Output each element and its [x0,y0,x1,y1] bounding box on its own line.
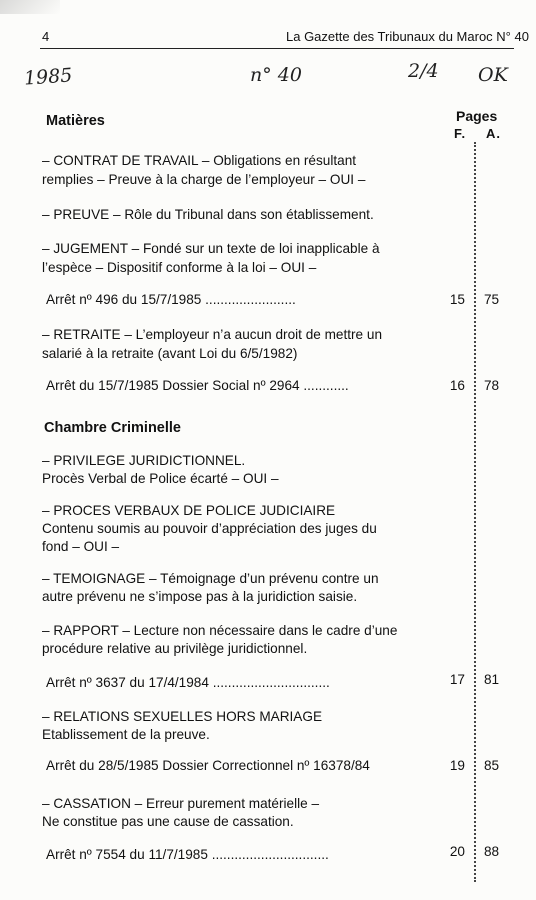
entry-line: l’espèce – Dispositif conforme à la loi – OUI – [42,260,317,275]
ruling-reference: Arrêt nº 3637 du 17/4/1984 ............................... [46,675,330,690]
publication-title: La Gazette des Tribunaux du Maroc N° 40 [286,29,529,44]
matieres-heading: Matières [46,113,105,129]
page-f: 17 [449,672,465,687]
handwritten-fraction: 2/4 [408,60,439,82]
entry-line: – JUGEMENT – Fondé sur un texte de loi inapplicable à [42,241,380,256]
handwritten-year: 1985 [23,64,74,90]
entry-line: autre prévenu ne s’impose pas à la juridiction saisie. [42,589,358,604]
entry-line: Contenu soumis au pouvoir d’appréciation des juges du [42,521,377,536]
page-f: 16 [449,378,465,393]
page-f: 20 [449,844,465,859]
page-a: 88 [484,844,500,859]
ruling-reference: Arrêt du 15/7/1985 Dossier Social nº 2964 ............ [46,378,349,393]
page-f: 15 [449,292,465,307]
entry-line: – TEMOIGNAGE – Témoignage d’un prévenu contre un [42,571,379,586]
ruling-reference: Arrêt nº 496 du 15/7/1985 ........................ [46,292,296,307]
entry-line: – PRIVILEGE JURIDICTIONNEL. [42,453,246,468]
entry-line: procédure relative au privilège juridictionnel. [42,641,308,656]
page-f: 19 [449,758,465,773]
entry-line: – CASSATION – Erreur purement matérielle – [42,796,320,811]
entry-line: – RELATIONS SEXUELLES HORS MARIAGE [42,709,323,724]
entry-line: Procès Verbal de Police écarté – OUI – [42,471,279,486]
entry-line: – CONTRAT DE TRAVAIL – Obligations en résultant [42,153,357,168]
entry-line: – RAPPORT – Lecture non nécessaire dans le cadre d’une [42,623,398,638]
ruling-reference: Arrêt du 28/5/1985 Dossier Correctionnel nº 16378/84 [46,758,370,773]
entry-line: remplies – Preuve à la charge de l’employeur – OUI – [42,172,366,187]
handwritten-ok: OK [478,64,508,86]
header-rule [40,48,514,49]
ruling-reference: Arrêt nº 7554 du 11/7/1985 ............................... [46,847,329,862]
entry-line: salarié à la retraite (avant Loi du 6/5/1982) [42,346,298,361]
entry-line: Etablissement de la preuve. [42,727,210,742]
col-a-label: A. [486,126,501,141]
page-a: 78 [484,378,500,393]
page-a: 75 [484,292,500,307]
entry-line: – RETRAITE – L’employeur n’a aucun droit de mettre un [42,327,383,342]
page-number: 4 [42,29,50,44]
page-a: 81 [484,672,500,687]
entry-line: fond – OUI – [42,539,120,554]
column-divider [474,142,476,882]
scan-corner-mark [0,0,60,14]
page-a: 85 [484,758,500,773]
pages-heading: Pages [456,108,498,124]
entry-line: Ne constitue pas une cause de cassation. [42,814,294,829]
section-chambre-criminelle: Chambre Criminelle [44,420,181,436]
handwritten-number: n° 40 [250,64,302,86]
entry-line: – PREUVE – Rôle du Tribunal dans son établissement. [42,207,374,222]
entry-line: – PROCES VERBAUX DE POLICE JUDICIAIRE [42,503,336,518]
col-f-label: F. [454,126,467,141]
